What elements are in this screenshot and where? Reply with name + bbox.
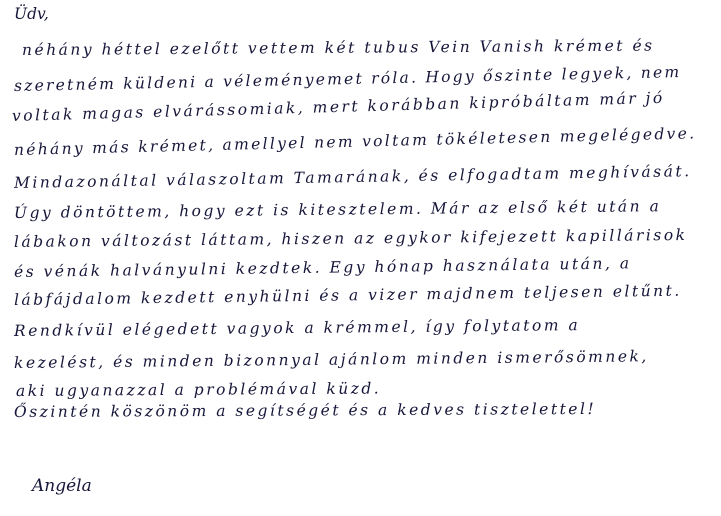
letter-line: lábfájdalom kezdett enyhülni és a vizer majdnem teljesen eltűnt.	[13, 281, 682, 309]
letter-line: Úgy döntöttem, hogy ezt is kitesztelem. Már az első két után a	[13, 197, 662, 222]
letter-greeting: Üdv,	[14, 5, 49, 23]
letter-line: néhány más krémet, amellyel nem voltam tökéletesen megelégedve.	[13, 124, 697, 159]
letter-line: Rendkívül elégedett vagyok a krémmel, így folytatom a	[13, 316, 581, 340]
letter-line: Mindazonáltal válaszoltam Tamarának, és elfogadtam meghívását.	[13, 162, 692, 192]
letter-line: voltak magas elvárássomiak, mert korábban kipróbáltam már jó	[11, 88, 665, 125]
letter-line: kezelést, és minden bizonnyal ajánlom minden ismerősömnek,	[13, 347, 649, 372]
letter-line: néhány héttel ezelőtt vettem két tubus Vein Vanish krémet és	[21, 36, 655, 59]
letter-line: Őszintén köszönöm a segítségét és a kedves tisztelettel!	[13, 399, 597, 421]
letter-signature: Angéla	[32, 476, 92, 496]
letter-line: lábakon változást láttam, hiszen az egykor kifejezett kapillárisok	[13, 225, 688, 251]
letter-line: és vénák halványulni kezdtek. Egy hónap használata után, a	[13, 254, 632, 281]
letter-line: aki ugyanazzal a problémával küzd.	[15, 379, 382, 400]
letter-line: szeretném küldeni a véleményemet róla. Hogy őszinte legyek, nem	[13, 63, 682, 95]
